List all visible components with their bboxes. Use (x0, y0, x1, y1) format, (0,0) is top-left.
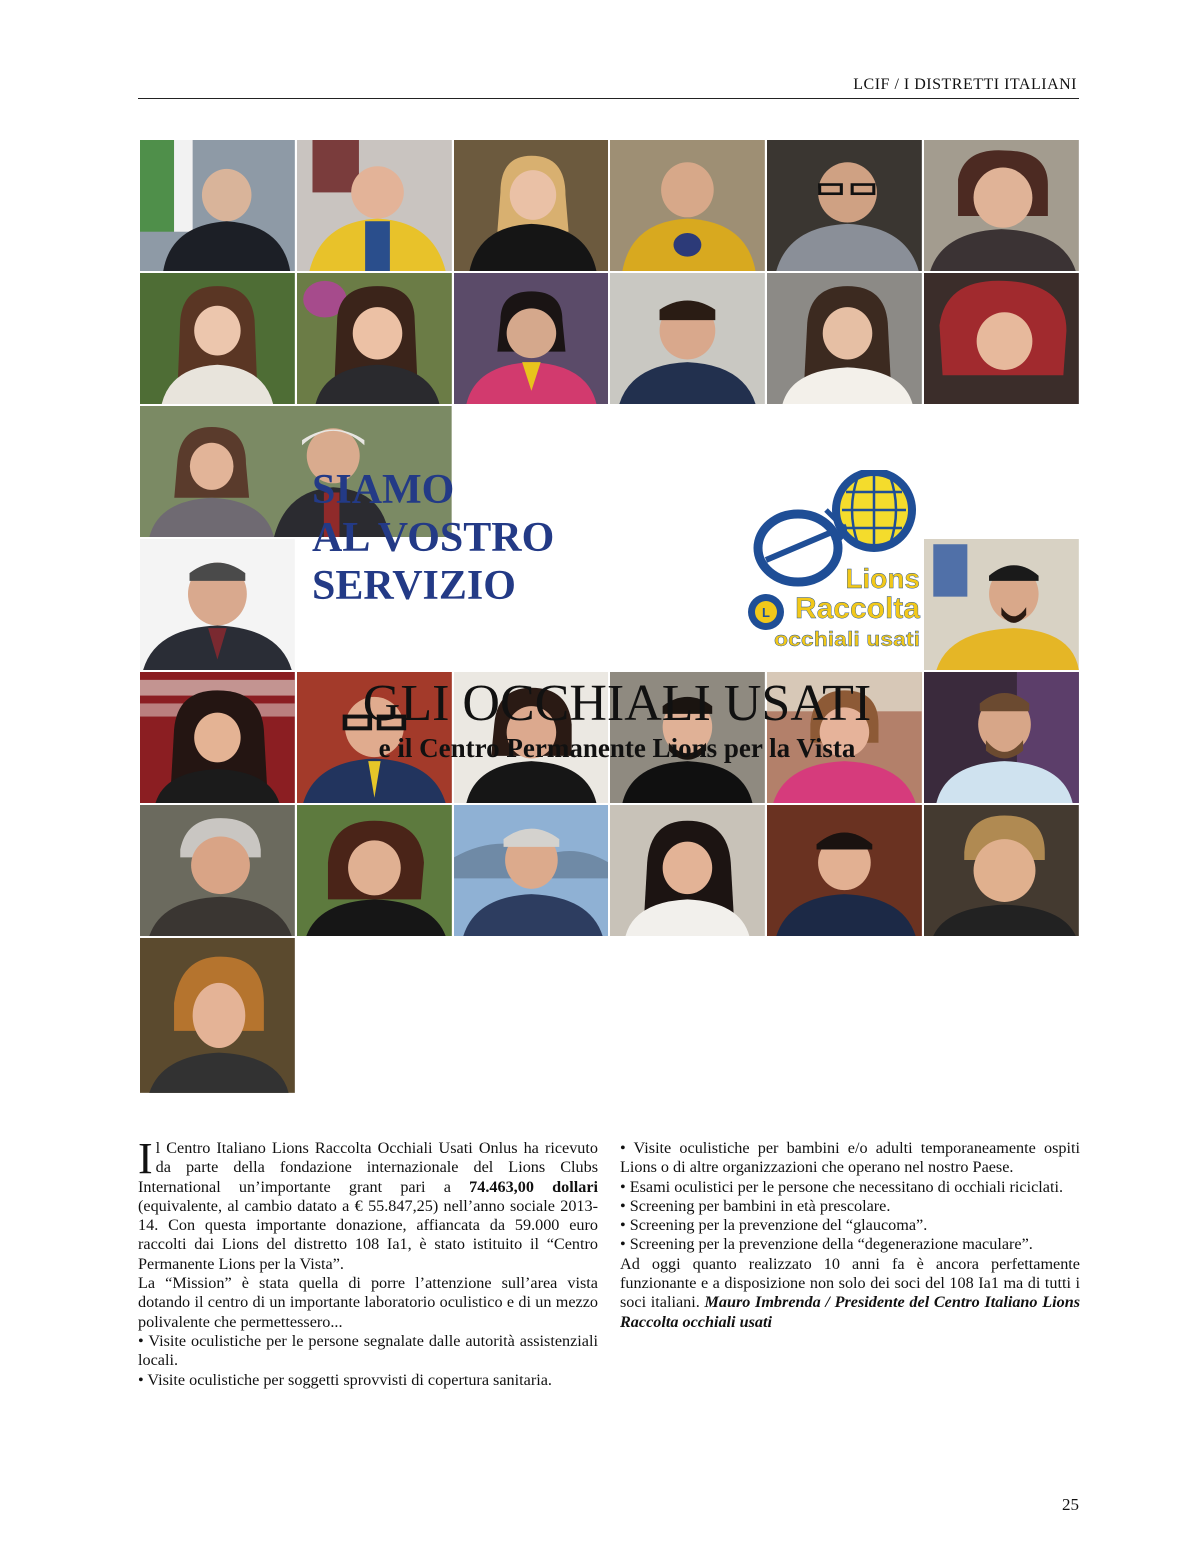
portrait-photo (924, 672, 1079, 803)
bullet-item: • Screening per bambini in età prescolare. (620, 1196, 891, 1215)
portrait-photo (140, 672, 295, 803)
portrait-photo (140, 140, 295, 271)
bullet-item: • Esami oculistici per le persone che necessitano di occhiali riciclati. (620, 1177, 1064, 1196)
portrait-photo (767, 140, 922, 271)
campaign-title-line: SERVIZIO (312, 563, 516, 609)
portrait-photo (297, 273, 452, 404)
paragraph-text: l Centro Italiano Lions Raccolta Occhiali Usati Onlus ha ricevuto da parte della fondazione internazionale del Lions Clubs International un’importante grant pari a (138, 1139, 598, 1196)
page-number: 25 (1062, 1495, 1079, 1514)
portrait-photo (610, 805, 765, 936)
article-subtitle: e il Centro Permanente Lions per la Vista (378, 733, 856, 763)
paragraph-text: (equivalente, al cambio datato a € 55.847,25) nell’anno sociale 2013-14. Con questa importante donazione, affiancata da 59.000 euro raccolti dai Lions del distretto 108 Ia1, è stato istituito il “Centro Permanente Lions per la Vista”. (138, 1196, 598, 1273)
portrait-mosaic (140, 140, 1079, 1093)
portrait-photo (924, 140, 1079, 271)
portrait-photo (767, 273, 922, 404)
portrait-photo (454, 805, 609, 936)
portrait-photo (924, 539, 1079, 670)
portrait-photo (297, 805, 452, 936)
campaign-title-line: AL VOSTRO (312, 515, 555, 561)
portrait-photo (140, 273, 295, 404)
portrait-photo (140, 539, 295, 670)
portrait-photo (140, 805, 295, 936)
article-column-left (138, 1134, 599, 1390)
logo-line-1: Lions (845, 563, 920, 594)
portrait-photo (610, 273, 765, 404)
campaign-title-line: SIAMO (312, 467, 455, 513)
author-signature: Mauro Imbrenda / Presidente del Centro Italiano Lions Raccolta occhiali usati (620, 1293, 1080, 1331)
bullet-item: • Visite oculistiche per bambini e/o adulti temporaneamente ospiti Lions o di altre organizzazioni che operano nel nostro Paese. (620, 1139, 1080, 1177)
logo-line-3: occhiali usati (774, 629, 920, 651)
portrait-photo (140, 938, 295, 1093)
lions-raccolta-logo (746, 470, 924, 654)
running-header (138, 72, 1079, 99)
running-head-text: LCIF / I DISTRETTI ITALIANI (853, 76, 1077, 93)
portrait-photo (924, 273, 1079, 404)
bullet-item: • Visite oculistiche per soggetti sprovvisti di copertura sanitaria. (138, 1370, 552, 1389)
logo-line-2: Raccolta (794, 592, 920, 625)
portrait-photo (454, 273, 609, 404)
bullet-item: • Visite oculistiche per le persone segnalate dalle autorità assistenziali locali. (138, 1331, 598, 1370)
portrait-photo (924, 805, 1079, 936)
bullet-item: • Screening per la prevenzione della “degenerazione maculare”. (620, 1235, 1033, 1254)
svg-text:L: L (762, 605, 770, 620)
drop-cap: I (138, 1134, 153, 1183)
article-paragraph (620, 1255, 1080, 1332)
grant-amount: 74.463,00 dollari (469, 1177, 599, 1196)
paragraph-text: Ad oggi quanto realizzato 10 anni fa è ancora perfettamente funzionante e a disposizione non solo dei soci del 108 Ia1 ma di tutti i soci italiani. (620, 1254, 1080, 1312)
portrait-photo (297, 140, 452, 271)
bullet-item: • Screening per la prevenzione del “glaucoma”. (620, 1216, 928, 1235)
article-paragraph: La “Mission” è stata quella di porre l’attenzione sull’area vista dotando il centro di un importante laboratorio oculistico e di un mezzo polivalente che permettessero... (138, 1274, 598, 1331)
portrait-photo (454, 140, 609, 271)
portrait-photo (610, 140, 765, 271)
article-title: GLI OCCHIALI USATI (362, 675, 872, 732)
campaign-title (312, 466, 652, 610)
portrait-photo (767, 805, 922, 936)
article-paragraph (138, 1134, 599, 1274)
article-column-right (620, 1139, 1080, 1332)
